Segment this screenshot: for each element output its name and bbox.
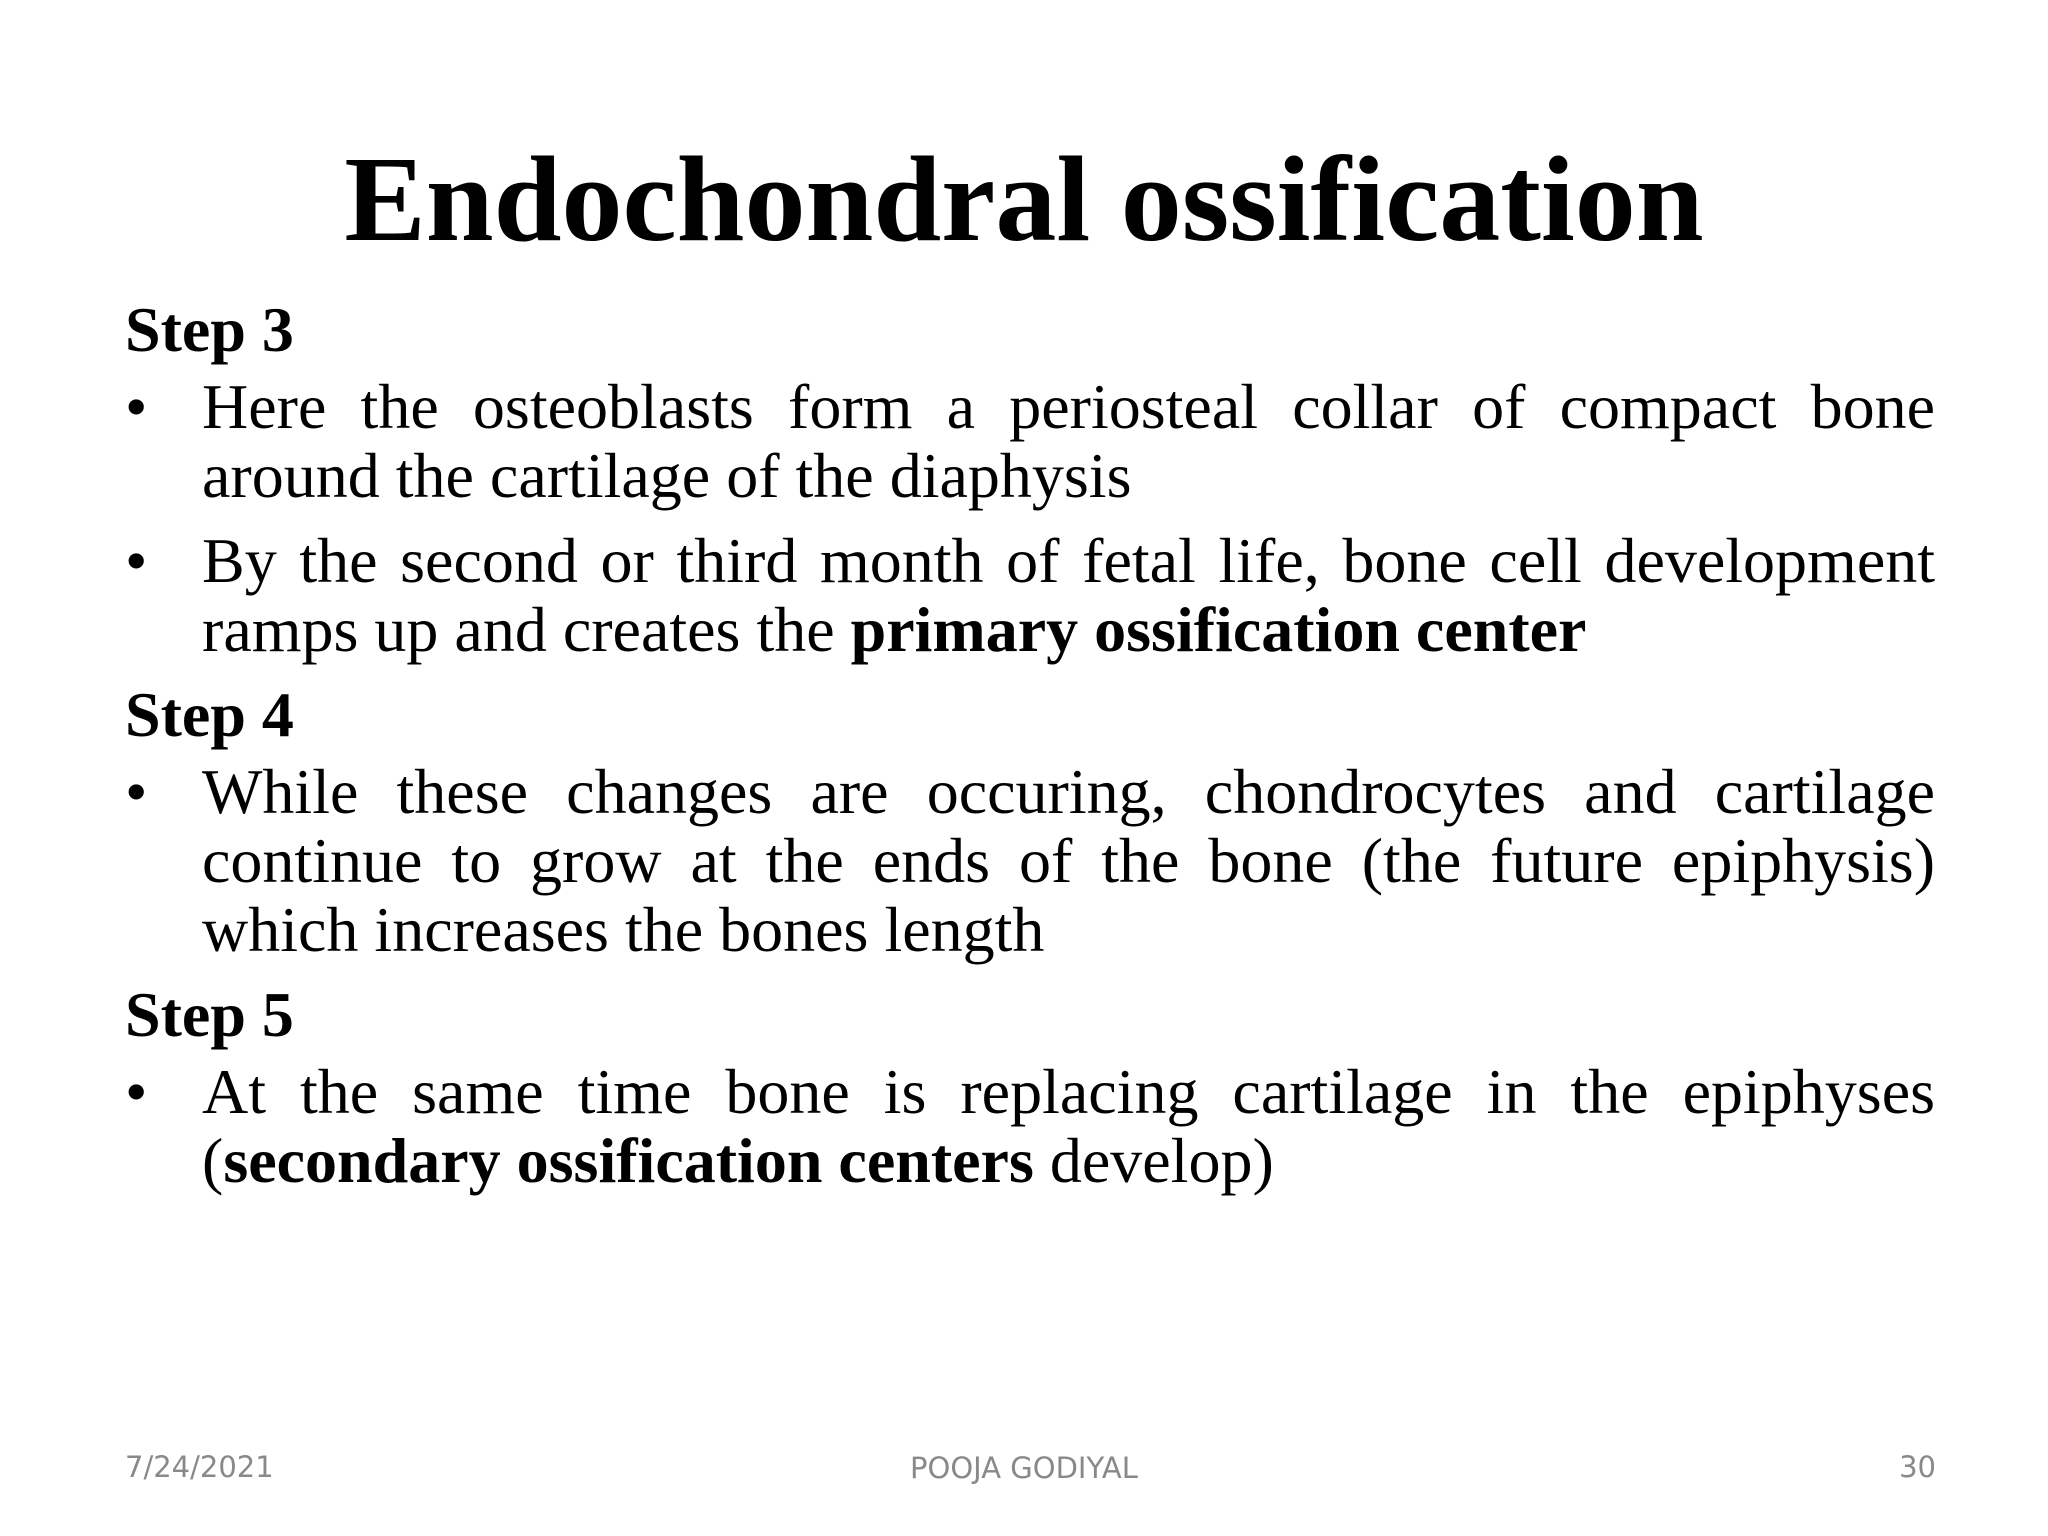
step-heading: Step 5 [125,979,294,1050]
bullet-text: By the second or third month of fetal life, bone cell development ramps up and creates the [202,525,1935,665]
bullet-list [125,372,1935,664]
bullet-item [125,372,1935,510]
step-heading: Step 4 [125,679,294,750]
section-step-5 [125,980,1935,1195]
bullet-item [125,757,1935,964]
slide-content [125,295,1935,1211]
bullet-icon: • [125,1056,148,1127]
bullet-text: At the same time bone is replacing cartilage in the epiphyses ( [202,1056,1935,1196]
bullet-icon: • [125,756,148,827]
bullet-text-bold: primary ossification center [850,594,1587,665]
bullet-list [125,757,1935,964]
bullet-text: While these changes are occuring, chondrocytes and cartilage continue to grow at the ends of the bone (the future epiphysis) which increases the bones length [202,756,1935,965]
section-step-3 [125,295,1935,664]
bullet-list [125,1057,1935,1195]
slide-title: Endochondral ossification [344,132,1704,267]
page-number: 30 [1899,1450,1936,1484]
bullet-text-bold: secondary ossification centers [223,1125,1034,1196]
footer-date: 7/24/2021 [125,1450,274,1484]
footer-author: POOJA GODIYAL [910,1451,1138,1485]
bullet-item [125,526,1935,664]
bullet-icon: • [125,371,148,442]
section-step-4 [125,680,1935,964]
step-heading: Step 3 [125,294,294,365]
bullet-text: develop) [1033,1125,1274,1196]
bullet-text: Here the osteoblasts form a periosteal collar of compact bone around the cartilage of the diaphysis [202,371,1935,511]
bullet-icon: • [125,525,148,596]
bullet-item [125,1057,1935,1195]
